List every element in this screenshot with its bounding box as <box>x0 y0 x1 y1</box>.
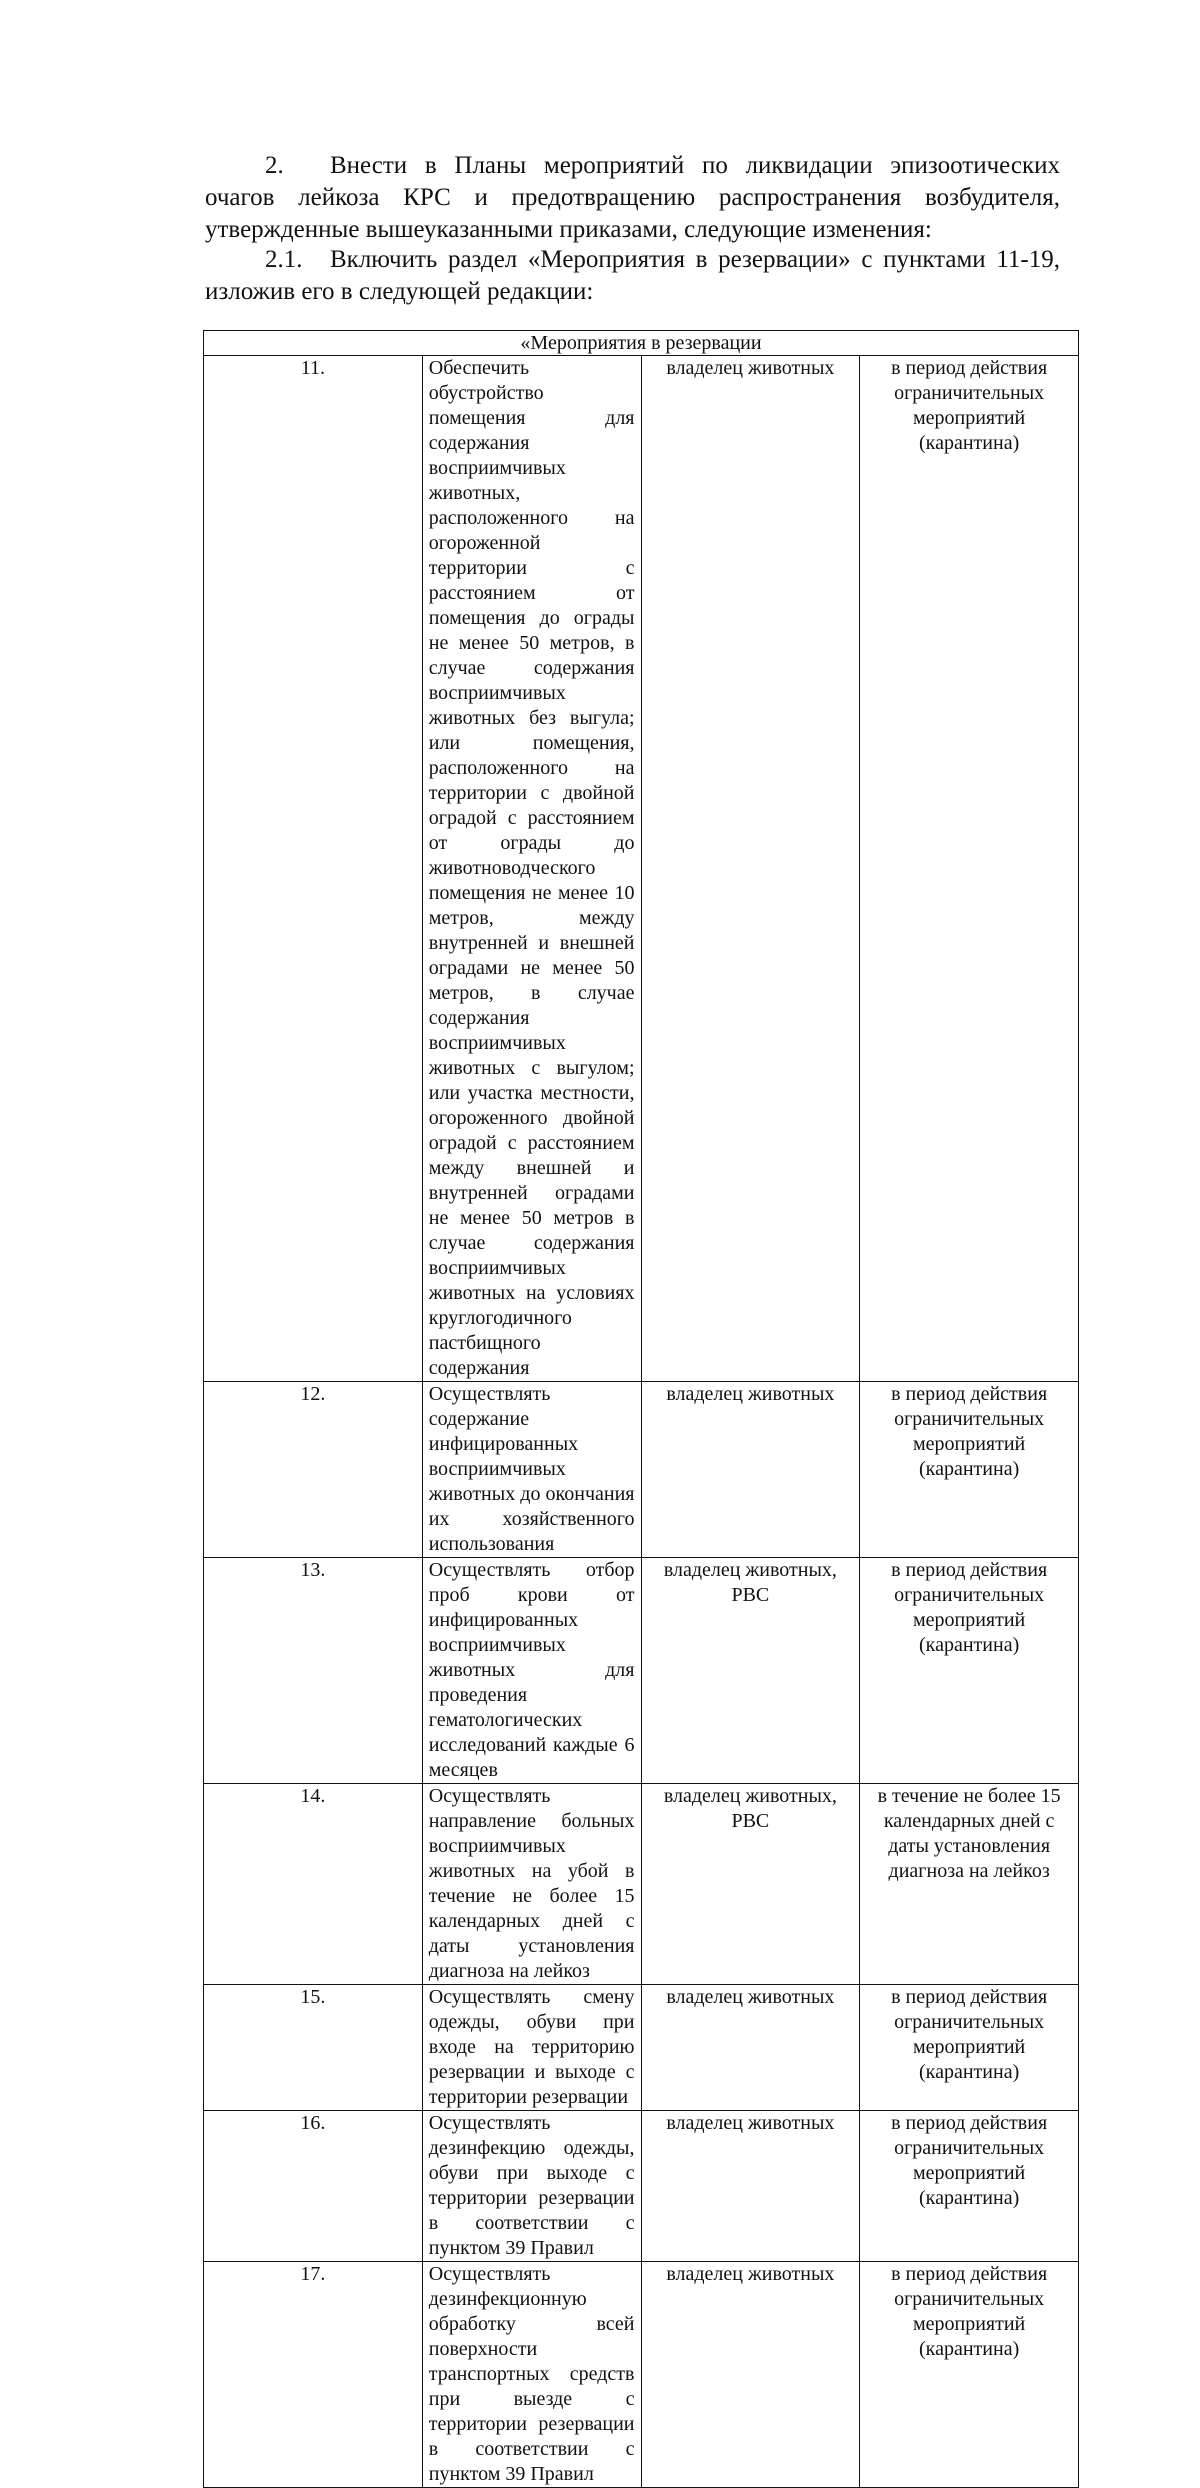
paragraph-2 <box>205 150 1060 246</box>
row-term: в период действия ограничительных мероприятий (карантина) <box>860 356 1079 1382</box>
row-measure: Обеспечить обустройство помещения для содержания восприимчивых животных, расположенного на огороженной территории с расстоянием от помещения до ограды не менее 50 метров, в случае содержания восприимчивых животных без выгула; или помещения, расположенного на территории с двойной оградой с расстоянием от ограды до животноводческого помещения не менее 10 метров, между внутренней и внешней оградами не менее 50 метров, в случае содержания восприимчивых животных с выгулом; или участка местности, огороженного двойной оградой с расстоянием между внешней и внутренней оградами не менее 50 метров в случае содержания восприимчивых животных на условиях круглогодичного пастбищного содержания <box>422 356 641 1382</box>
table-row <box>204 1558 1079 1784</box>
table-title-row <box>204 331 1079 356</box>
row-number: 14. <box>204 1784 423 1985</box>
row-responsible: владелец животных <box>641 2111 860 2262</box>
paragraph-2-1 <box>205 244 1060 308</box>
row-measure: Осуществлять смену одежды, обуви при входе на территорию резервации и выходе с территории резервации <box>422 1985 641 2111</box>
table-row <box>204 1382 1079 1558</box>
row-number: 13. <box>204 1558 423 1784</box>
row-term: в период действия ограничительных мероприятий (карантина) <box>860 2262 1079 2488</box>
table-row <box>204 356 1079 1382</box>
row-number: 16. <box>204 2111 423 2262</box>
table-title: «Мероприятия в резервации <box>204 331 1079 356</box>
row-measure: Осуществлять дезинфекцию одежды, обуви при выходе с территории резервации в соответствии с пунктом 39 Правил <box>422 2111 641 2262</box>
row-term: в период действия ограничительных мероприятий (карантина) <box>860 2111 1079 2262</box>
row-responsible: владелец животных <box>641 2262 860 2488</box>
row-responsible: владелец животных <box>641 356 860 1382</box>
row-number: 17. <box>204 2262 423 2488</box>
row-term: в период действия ограничительных мероприятий (карантина) <box>860 1985 1079 2111</box>
paragraph-text: Внести в Планы мероприятий по ликвидации эпизоотических очагов лейкоза КРС и предотвращению распространения возбудителя, утвержденные вышеуказанными приказами, следующие изменения: <box>205 152 1060 243</box>
row-number: 12. <box>204 1382 423 1558</box>
paragraph-number: 2. <box>265 152 284 179</box>
table-row <box>204 2262 1079 2488</box>
row-measure: Осуществлять содержание инфицированных восприимчивых животных до окончания их хозяйственного использования <box>422 1382 641 1558</box>
row-responsible: владелец животных <box>641 1382 860 1558</box>
table-row <box>204 1985 1079 2111</box>
row-responsible: владелец животных <box>641 1985 860 2111</box>
row-measure: Осуществлять отбор проб крови от инфицированных восприимчивых животных для проведения гематологических исследований каждые 6 месяцев <box>422 1558 641 1784</box>
measures-table <box>203 330 1079 2488</box>
row-measure: Осуществлять дезинфекционную обработку всей поверхности транспортных средств при выезде с территории резервации в соответствии с пунктом 39 Правил <box>422 2262 641 2488</box>
paragraph-text: Включить раздел «Мероприятия в резервации» с пунктами 11-19, изложив его в следующей редакции: <box>205 246 1060 305</box>
table-row <box>204 2111 1079 2262</box>
row-number: 11. <box>204 356 423 1382</box>
row-responsible: владелец животных, РВС <box>641 1784 860 1985</box>
row-responsible: владелец животных, РВС <box>641 1558 860 1784</box>
row-number: 15. <box>204 1985 423 2111</box>
row-term: в период действия ограничительных мероприятий (карантина) <box>860 1382 1079 1558</box>
row-term: в период действия ограничительных мероприятий (карантина) <box>860 1558 1079 1784</box>
paragraph-number: 2.1. <box>265 246 303 273</box>
row-term: в течение не более 15 календарных дней с даты установления диагноза на лейкоз <box>860 1784 1079 1985</box>
row-measure: Осуществлять направление больных восприимчивых животных на убой в течение не более 15 календарных дней с даты установления диагноза на лейкоз <box>422 1784 641 1985</box>
table-row <box>204 1784 1079 1985</box>
